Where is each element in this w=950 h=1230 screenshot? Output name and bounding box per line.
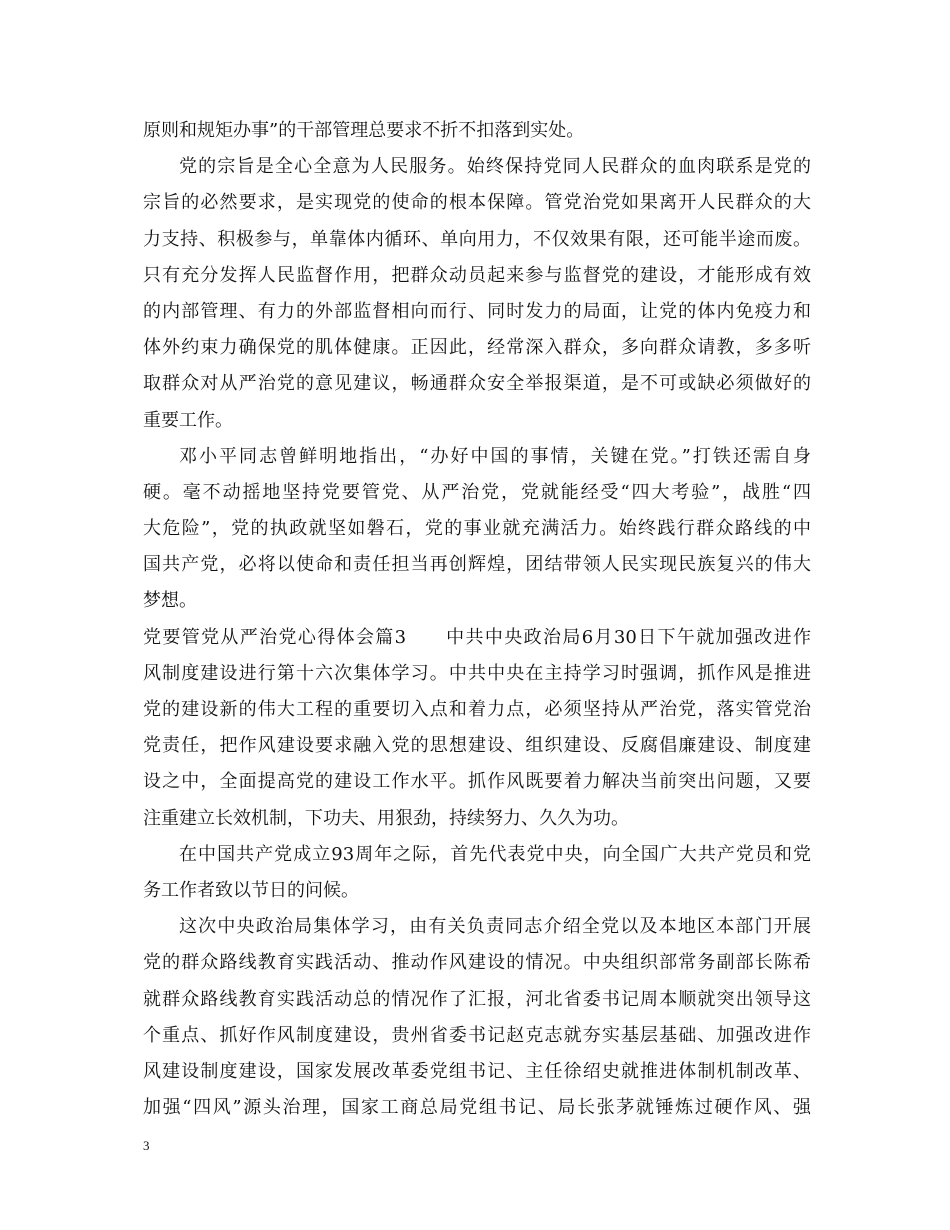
text-line: 在中国共产党成立93周年之际，首先代表党中央，向全国广大共产党员和党 bbox=[179, 843, 811, 865]
text-line: 国共产党，必将以使命和责任担当再创辉煌，团结带领人民实现民族复兴的伟大 bbox=[143, 554, 811, 576]
text-line: 风制度建设进行第十六次集体学习。中共中央在主持学习时强调，抓作风是推进 bbox=[143, 662, 811, 684]
text-line: 就群众路线教育实践活动总的情况作了汇报，河北省委书记周本顺就突出领导这 bbox=[143, 988, 811, 1010]
text-line: 取群众对从严治党的意见建议，畅通群众安全举报渠道，是不可或缺必须做好的 bbox=[143, 373, 811, 395]
text-line: 个重点、抓好作风制度建设，贵州省委书记赵克志就夯实基层基础、加强改进作 bbox=[143, 1024, 811, 1046]
text-line: 设之中，全面提高党的建设工作水平。抓作风既要着力解决当前突出问题，又要 bbox=[143, 771, 811, 793]
text-line: 的内部管理、有力的外部监督相向而行、同时发力的局面，让党的体内免疫力和 bbox=[143, 300, 811, 322]
text-line: 加强“四风”源头治理，国家工商总局党组书记、局长张茅就锤炼过硬作风、强 bbox=[143, 1097, 811, 1119]
text-line: 原则和规矩办事”的干部管理总要求不折不扣落到实处。 bbox=[143, 120, 585, 141]
text-line: 硬。毫不动摇地坚持党要管党、从严治党，党就能经受“四大考验”，战胜“四 bbox=[143, 481, 811, 503]
text-line: 这次中央政治局集体学习，由有关负责同志介绍全党以及本地区本部门开展 bbox=[179, 916, 811, 938]
text-line: 党的建设新的伟大工程的重要切入点和着力点，必须坚持从严治党，落实管党治 bbox=[143, 699, 811, 720]
text-line: 注重建立长效机制，下功夫、用狠劲，持续努力、久久为功。 bbox=[143, 807, 629, 829]
text-line: 党责任，把作风建设要求融入党的思想建设、组织建设、反腐倡廉建设、制度建 bbox=[143, 735, 811, 757]
text-line: 党的宗旨是全心全意为人民服务。始终保持党同人民群众的血肉联系是党的 bbox=[179, 156, 811, 178]
text-line: 务工作者致以节日的问候。 bbox=[143, 879, 359, 901]
text-line: 梦想。 bbox=[143, 590, 197, 612]
text-line: 邓小平同志曾鲜明地指出，“办好中国的事情，关键在党。”打铁还需自身 bbox=[179, 445, 811, 467]
text-line: 体外约束力确保党的肌体健康。正因此，经常深入群众，多向群众请教，多多听 bbox=[143, 337, 811, 359]
text-line: 风建设制度建设，国家发展改革委党组书记、主任徐绍史就推进体制机制改革、 bbox=[143, 1060, 811, 1082]
text-line: 力支持、积极参与，单靠体内循环、单向用力，不仅效果有限，还可能半途而废。 bbox=[143, 228, 811, 250]
page-number: 3 bbox=[143, 1138, 150, 1153]
text-line: 党要管党从严治党心得体会篇3 中共中央政治局6月30日下午就加强改进作 bbox=[143, 626, 811, 648]
document-page bbox=[143, 113, 811, 1126]
text-line: 大危险”，党的执政就坚如磐石，党的事业就充满活力。始终践行群众路线的中 bbox=[143, 518, 811, 540]
text-line: 宗旨的必然要求，是实现党的使命的根本保障。管党治党如果离开人民群众的大 bbox=[143, 192, 811, 214]
text-line: 党的群众路线教育实践活动、推动作风建设的情况。中央组织部常务副部长陈希 bbox=[143, 952, 811, 974]
text-line: 重要工作。 bbox=[143, 409, 233, 431]
text-line: 只有充分发挥人民监督作用，把群众动员起来参与监督党的建设，才能形成有效 bbox=[143, 264, 811, 286]
